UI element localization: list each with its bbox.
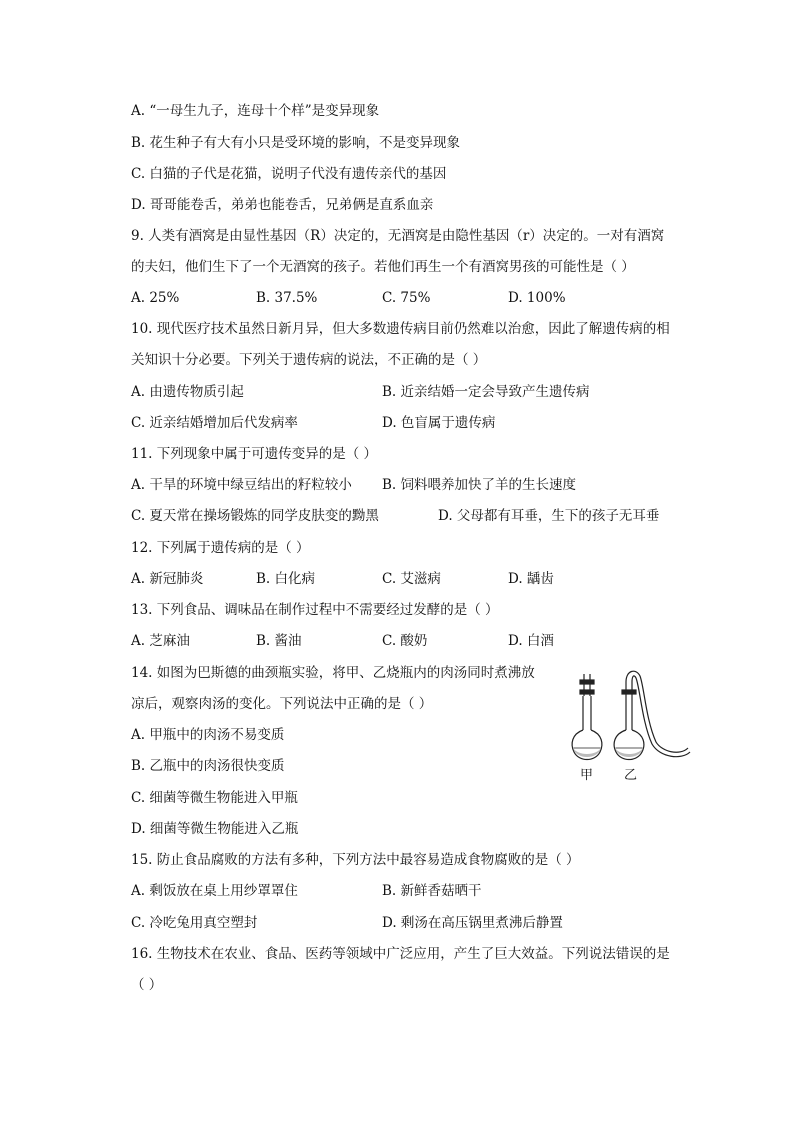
q12-option-a: A. 新冠肺炎 (131, 571, 204, 587)
q13-stem: 13. 下列食品、调味品在制作过程中不需要经过发酵的是（ ） (131, 602, 499, 618)
q10-stem-line2: 关知识十分必要。下列关于遗传病的说法，不正确的是（ ） (131, 352, 487, 368)
q12-option-c: C. 艾滋病 (382, 571, 441, 587)
flask-jia-label: 甲 (580, 768, 594, 783)
q9-stem-line2: 的夫妇，他们生下了一个无酒窝的孩子。若他们再生一个有酒窝男孩的可能性是（ ） (131, 259, 635, 275)
q12-option-b: B. 白化病 (256, 571, 316, 587)
q9-option-c: C. 75% (382, 290, 431, 306)
q15-option-b: B. 新鲜香菇晒干 (382, 883, 482, 899)
q14-stem-line2: 凉后，观察肉汤的变化。下列说法中正确的是（ ） (131, 696, 433, 712)
q9-stem-line1: 9. 人类有酒窝是由显性基因（R）决定的，无酒窝是由隐性基因（r）决定的。一对有酒窝 (131, 228, 665, 244)
q14-option-c: C. 细菌等微生物能进入甲瓶 (131, 790, 298, 806)
q10-option-d: D. 色盲属于遗传病 (382, 415, 496, 431)
q13-option-d: D. 白酒 (508, 633, 554, 649)
q9-option-d: D. 100% (508, 290, 566, 306)
q10-option-c: C. 近亲结婚增加后代发病率 (131, 415, 298, 431)
q12-stem: 12. 下列属于遗传病的是（ ） (131, 540, 310, 556)
q12-option-d: D. 龋齿 (508, 571, 554, 587)
q11-stem: 11. 下列现象中属于可遗传变异的是（ ） (131, 446, 378, 462)
q15-option-d: D. 剩汤在高压锅里煮沸后静置 (382, 915, 563, 931)
flask-yi-label: 乙 (624, 768, 638, 783)
q11-option-c: C. 夏天常在操场锻炼的同学皮肤变的黝黑 (131, 508, 379, 524)
q15-stem: 15. 防止食品腐败的方法有多种，下列方法中最容易造成食物腐败的是（ ） (131, 852, 580, 868)
q14-option-b: B. 乙瓶中的肉汤很快变质 (131, 758, 285, 774)
q10-stem-line1: 10. 现代医疗技术虽然日新月异，但大多数遗传病目前仍然难以治愈，因此了解遗传病的相 (131, 321, 670, 337)
q11-option-b: B. 饲料喂养加快了羊的生长速度 (382, 477, 577, 493)
q15-option-a: A. 剩饭放在桌上用纱罩罩住 (131, 883, 298, 899)
q8-option-c: C. 白猫的子代是花猫，说明子代没有遗传亲代的基因 (131, 166, 447, 182)
q8-option-a: A. “一母生九子，连母十个样”是变异现象 (131, 103, 380, 119)
q13-option-a: A. 芝麻油 (131, 633, 190, 649)
q11-option-a: A. 干旱的环境中绿豆结出的籽粒较小 (131, 477, 352, 493)
q13-option-b: B. 酱油 (256, 633, 302, 649)
q11-option-d: D. 父母都有耳垂，生下的孩子无耳垂 (438, 508, 660, 524)
q10-option-a: A. 由遗传物质引起 (131, 384, 244, 400)
q14-stem-line1: 14. 如图为巴斯德的曲颈瓶实验，将甲、乙烧瓶内的肉汤同时煮沸放 (131, 665, 535, 681)
q14-option-d: D. 细菌等微生物能进入乙瓶 (131, 821, 299, 837)
q8-option-d: D. 哥哥能卷舌，弟弟也能卷舌，兄弟俩是直系血亲 (131, 197, 434, 213)
q9-option-a: A. 25% (131, 290, 180, 306)
flask-yi-icon (614, 671, 690, 759)
q15-option-c: C. 冷吃兔用真空塑封 (131, 915, 258, 931)
q16-stem-line1: 16. 生物技术在农业、食品、医药等领域中广泛应用，产生了巨大效益。下列说法错误的是 (131, 946, 670, 962)
q9-option-b: B. 37.5% (256, 290, 318, 306)
q10-option-b: B. 近亲结婚一定会导致产生遗传病 (382, 384, 590, 400)
flask-jia-icon (572, 674, 602, 760)
q14-option-a: A. 甲瓶中的肉汤不易变质 (131, 727, 285, 743)
pasteur-flask-figure (570, 660, 692, 788)
q16-stem-line2: （ ） (131, 977, 163, 993)
q13-option-c: C. 酸奶 (382, 633, 428, 649)
q8-option-b: B. 花生种子有大有小只是受环境的影响，不是变异现象 (131, 135, 461, 151)
